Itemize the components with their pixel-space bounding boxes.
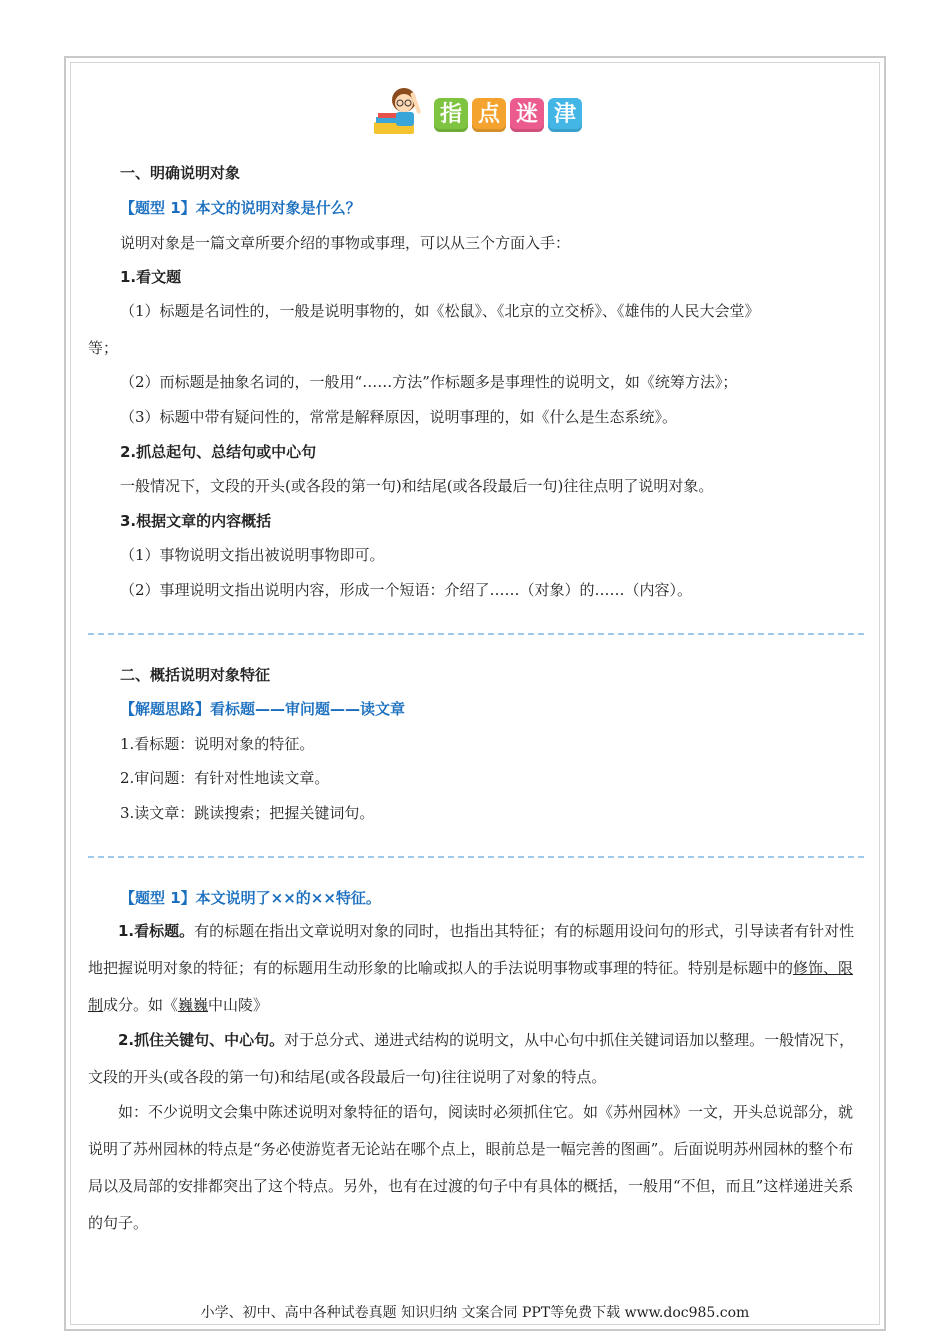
section-heading: 二、概括说明对象特征 — [120, 666, 271, 684]
underlined-text: 修饰、限制 — [88, 959, 854, 1014]
question-type: 【题型 1】本文说明了××的××特征。 — [120, 889, 381, 907]
body-text: 2.审问题：有针对性地读文章。 — [120, 769, 330, 787]
body-text: （3）标题中带有疑问性的，常常是解释原因，说明事理的，如《什么是生态系统》。 — [120, 408, 678, 426]
body-text: 一般情况下，文段的开头(或各段的第一句)和结尾(或各段最后一句)往往点明了说明对象。 — [120, 477, 714, 495]
title-tile: 津 — [548, 98, 582, 132]
paragraph-text: 成分。如《 — [103, 996, 179, 1014]
paragraph-lead: 2.抓住关键句、中心句。 — [118, 1031, 285, 1049]
body-text: （2）事理说明文指出说明内容，形成一个短语：介绍了……（对象）的……（内容）。 — [120, 581, 693, 599]
question-type: 【题型 1】本文的说明对象是什么？ — [120, 199, 361, 217]
body-text: （1）事物说明文指出被说明事物即可。 — [120, 546, 385, 564]
paragraph-text: 对于总分式、递进式结构的说明文，从中心句中抓住关键词语加以整理。一般情况下，文段的开头(或各段的第一句)和结尾(或各段最后一句)往往说明了对象的特点。 — [88, 1031, 855, 1086]
title-tile: 点 — [472, 98, 506, 132]
title-tiles — [434, 98, 582, 132]
logo-banner — [368, 84, 588, 144]
paragraph-text: 中山陵》 — [208, 996, 269, 1014]
body-text: 说明对象是一篇文章所要介绍的事物或事理，可以从三个方面入手： — [120, 234, 571, 252]
dashed-divider — [88, 633, 864, 635]
paragraph — [88, 913, 864, 1024]
body-text: 1.看标题：说明对象的特征。 — [120, 735, 315, 753]
sub-heading: 2.抓总起句、总结句或中心句 — [120, 443, 317, 461]
paragraph: 如：不少说明文会集中陈述说明对象特征的语句，阅读时必须抓住它。如《苏州园林》一文，开头总说部分，就说明了苏州园林的特点是“务必使游览者无论站在哪个点上，眼前总是一幅完善的图画”。后面说明苏州园林的整个布局以及局部的安排都突出了这个特点。另外，也有在过渡的句子中有具体的概括，一般用“不但，而且”这样递进关系的句子。 — [88, 1103, 854, 1232]
dashed-divider — [88, 856, 864, 858]
body-text: （2）而标题是抽象名词的，一般用“……方法”作标题多是事理性的说明文，如《统筹方法》； — [120, 373, 738, 391]
title-tile: 指 — [434, 98, 468, 132]
paragraph-text: 有的标题在指出文章说明对象的同时，也指出其特征；有的标题用设问句的形式，引导读者有针对性地把握说明对象的特征；有的标题用生动形象的比喻或拟人的手法说明事物或事理的特征。特别是标题中的 — [88, 922, 855, 977]
body-text: 等； — [88, 339, 119, 357]
body-text: 3.读文章：跳读搜索；把握关键词句。 — [120, 804, 375, 822]
title-tile: 迷 — [510, 98, 544, 132]
solution-approach: 【解题思路】看标题——审问题——读文章 — [120, 700, 406, 718]
paragraph-lead: 1.看标题。 — [118, 922, 195, 940]
body-text: （1）标题是名词性的，一般是说明事物的，如《松鼠》、《北京的立交桥》、《雄伟的人民大会堂》 — [120, 302, 760, 320]
paragraph — [88, 1022, 864, 1096]
page-footer: 小学、初中、高中各种试卷真题 知识归纳 文案合同 PPT等免费下载 www.doc985.com — [200, 1305, 750, 1321]
underlined-text: 巍巍 — [178, 996, 209, 1014]
section-heading: 一、明确说明对象 — [120, 164, 241, 182]
sub-heading: 3.根据文章的内容概括 — [120, 512, 272, 530]
sub-heading: 1.看文题 — [120, 268, 182, 286]
student-reading-icon — [368, 84, 430, 140]
